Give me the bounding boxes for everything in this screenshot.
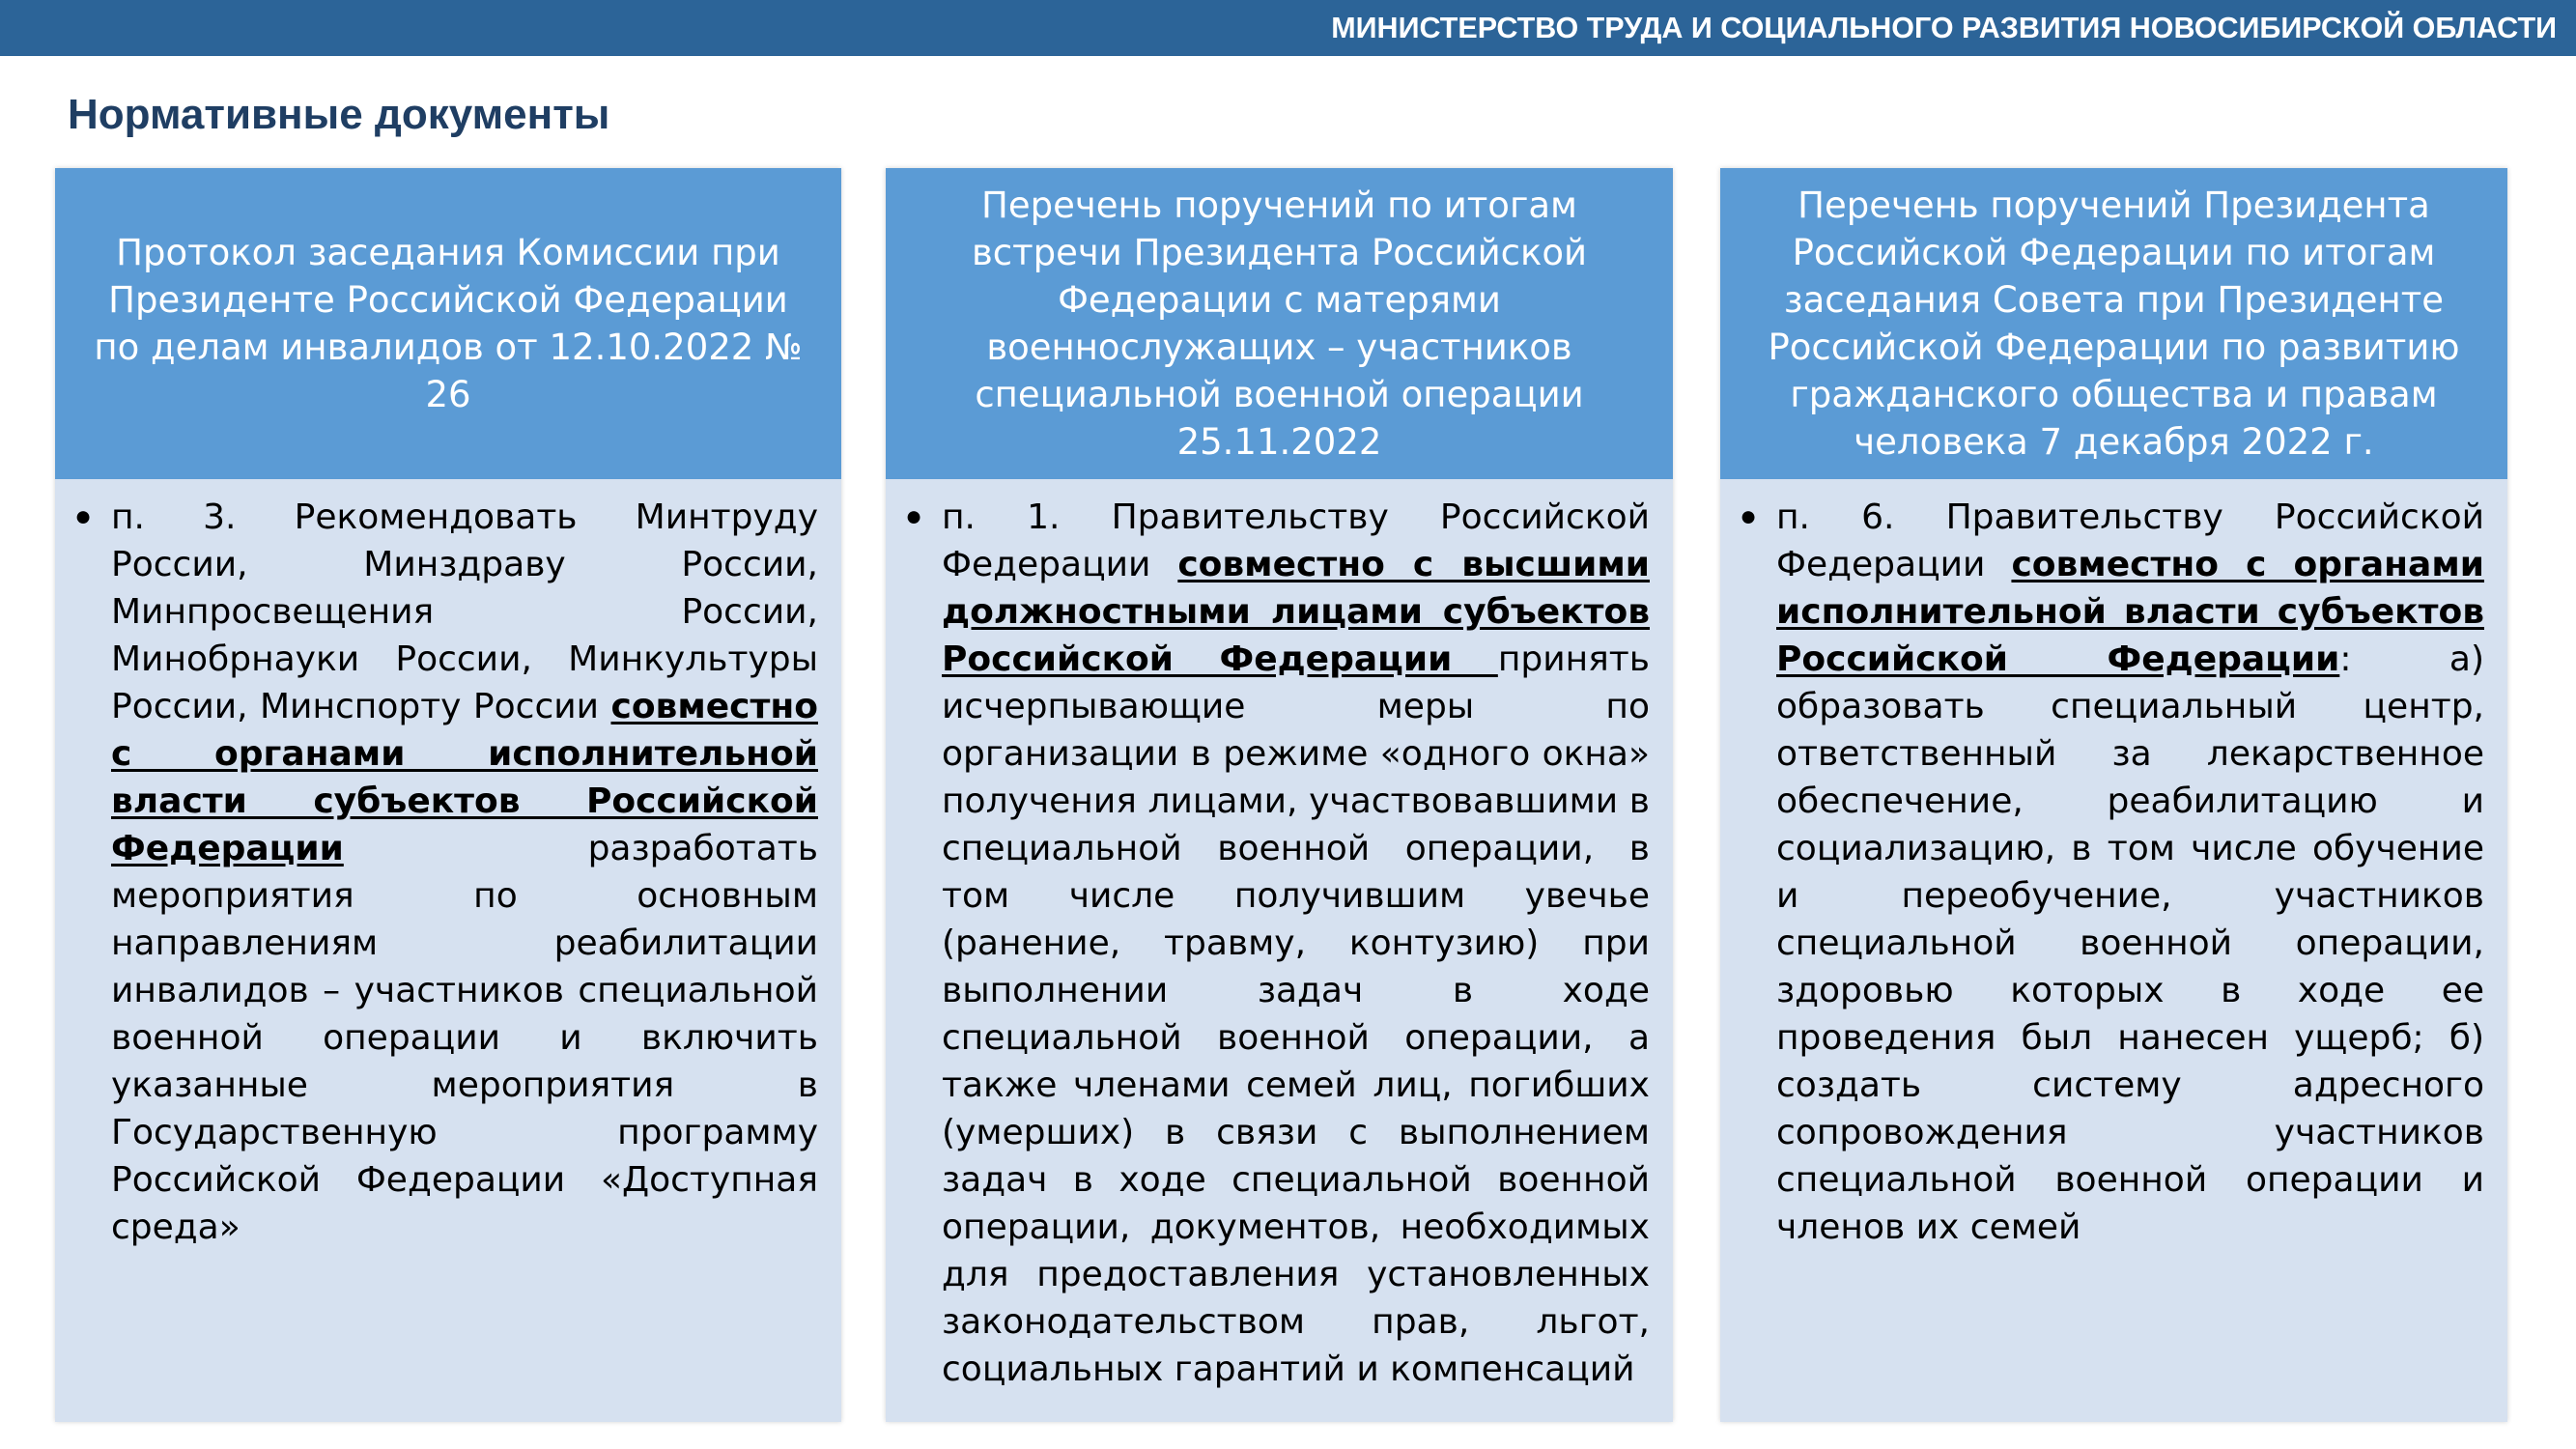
document-card-1 bbox=[55, 168, 841, 1422]
body-text-lead: п. 6. Правительству Российской Федерации bbox=[1776, 497, 2484, 584]
body-text-emphasis: совместно с высшими должностными лицами субъектов Российской Федерации bbox=[942, 545, 1650, 679]
body-text-lead: п. 1. Правительству Российской Федерации bbox=[942, 497, 1650, 584]
document-card-heading bbox=[55, 168, 841, 479]
header-bar bbox=[0, 0, 2576, 56]
page-title: Нормативные документы bbox=[68, 91, 610, 138]
document-card-body bbox=[886, 479, 1673, 1393]
document-card-body-text bbox=[942, 494, 1650, 1393]
bullet-icon: ● bbox=[905, 500, 923, 532]
organization-name: МИНИСТЕРСТВО ТРУДА И СОЦИАЛЬНОГО РАЗВИТИЯ НОВОСИБИРСКОЙ ОБЛАСТИ bbox=[1331, 12, 2557, 44]
body-text-emphasis: совместно с органами исполнительной власти субъектов Российской Федерации bbox=[111, 687, 818, 868]
document-card-body-text bbox=[111, 494, 818, 1251]
document-card-heading-text: Перечень поручений Президента Российской Федерации по итогам заседания Совета при Президенте Российской Федерации по развитию гражданского общества и правам человека 7 декабря 2022 г. bbox=[1768, 185, 2460, 463]
body-text-rest: принять исчерпывающие меры по организации в режиме «одного окна» получения лицами, участвовавшими в специальной военной операции, в том числе получившим увечье (ранение, травму, контузию) при выполнении задач в ходе специальной военной операции, а также членами семей лиц, погибших (умерших) в связи с выполнением задач в ходе специальной военной операции, документов, необходимых для предоставления установленных законодательством прав, льгот, социальных гарантий и компенсаций bbox=[942, 639, 1650, 1389]
body-text-rest: : а) образовать специальный центр, ответственный за лекарственное обеспечение, реабилитацию и социализацию, в том числе обучение и переобучение, участников специальной военной операции, здоровью которых в ходе ее проведения был нанесен ущерб; б) создать систему адресного сопровождения участников специальной военной операции и членов их семей bbox=[1776, 639, 2484, 1247]
bullet-icon: ● bbox=[74, 500, 93, 532]
document-card-2 bbox=[886, 168, 1673, 1422]
document-card-heading-text: Перечень поручений по итогам встречи Президента Российской Федерации с матерями военнослужащих – участников специальной военной операции 25.11.2022 bbox=[971, 185, 1588, 463]
document-card-3 bbox=[1720, 168, 2507, 1422]
body-text-rest: разработать мероприятия по основным направлениям реабилитации инвалидов – участников специальной военной операции и включить указанные мероприятия в Государственную программу Российской Федерации «Доступная среда» bbox=[111, 829, 818, 1247]
document-card-body-text bbox=[1776, 494, 2484, 1251]
document-card-body bbox=[1720, 479, 2507, 1251]
body-text-lead: п. 3. Рекомендовать Минтруду России, Минздраву России, Минпросвещения России, Минобрнауки России, Минкультуры России, Минспорту России bbox=[111, 497, 818, 726]
document-card-heading bbox=[886, 168, 1673, 479]
body-text-emphasis: совместно с органами исполнительной власти субъектов Российской Федерации bbox=[1776, 545, 2484, 679]
bullet-icon: ● bbox=[1740, 500, 1758, 532]
document-card-body bbox=[55, 479, 841, 1251]
document-card-heading-text: Протокол заседания Комиссии при Президенте Российской Федерации по делам инвалидов от 12.10.2022 № 26 bbox=[94, 232, 803, 415]
document-card-heading bbox=[1720, 168, 2507, 479]
